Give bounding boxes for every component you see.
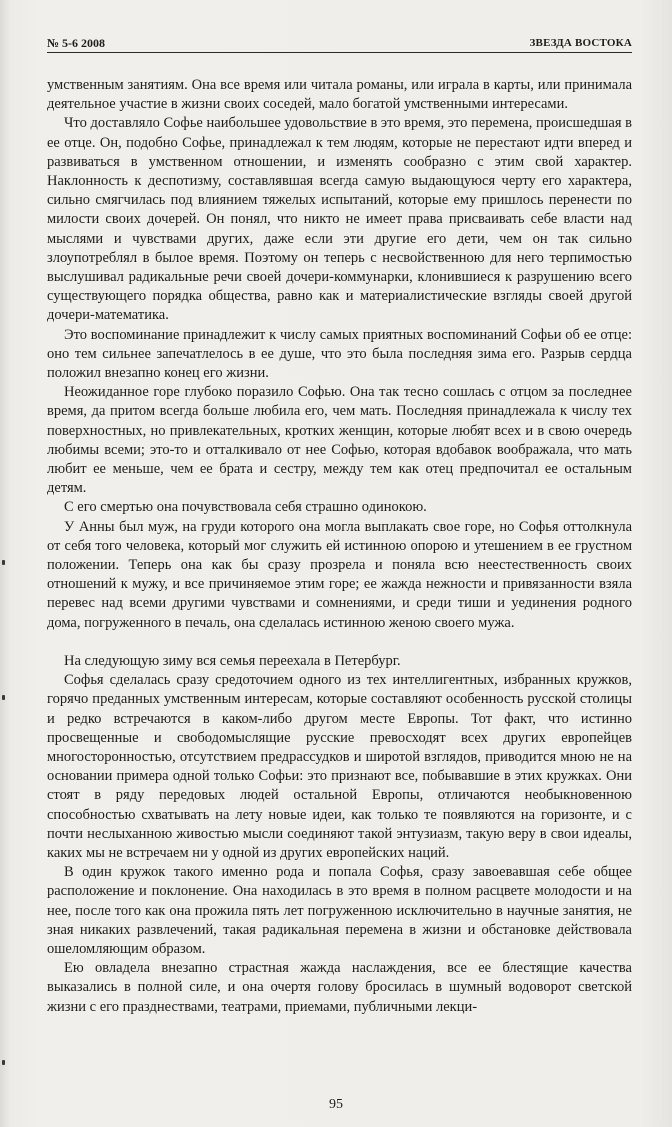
paragraph: У Анны был муж, на груди которого она могла выплакать свое горе, но Софья оттолкнула от себя того человека, который мог служить ей истинною опорою и утешением в ее грустном положении. Теперь она как бы сразу прозрела и поняла всю неестественность своих отношений к мужу, и все причиняемое этим горе; ее жажда нежности и привязанности взяла перевес над всеми другими чувствами и сомнениями, и среди тиши и уединения родного дома, погруженного в печаль, она сделалась истинною женою своего мужа. [47, 518, 632, 631]
scan-speck [2, 560, 5, 565]
article-body [47, 76, 632, 1017]
issue-number: № 5-6 2008 [47, 36, 106, 50]
scan-speck [2, 695, 5, 700]
paragraph: В один кружок такого именно рода и попала Софья, сразу завоевавшая себе общее расположение и поклонение. Она находилась в это время в полном расцвете молодости и на нее, после того как она прожила пять лет погруженною исключительно в научные занятия, не зная никаких развлечений, такая радикальная перемена в жизни и обстановке действовала ошеломляющим образом. [47, 864, 632, 957]
journal-title: ЗВЕЗДА ВОСТОКА [529, 37, 632, 49]
scan-speck [2, 1060, 5, 1065]
page-number: 95 [329, 1097, 343, 1112]
paragraph: Ею овладела внезапно страстная жажда наслаждения, все ее блестящие качества выказались в полной силе, и она очертя голову бросилась в шумный водоворот светской жизни с его празднествами, театрами, приемами, публичными лекци- [47, 960, 632, 1015]
paragraph: С его смертью она почувствовала себя страшно одинокою. [64, 499, 427, 516]
paragraph: Это воспоминание принадлежит к числу самых приятных воспоминаний Софьи об ее отце: оно тем сильнее запечатлелось в ее душе, что это была последняя зима его. Разрыв сердца положил внезапно конец его жизни. [47, 326, 632, 382]
paragraph: Что доставляло Софье наибольшее удовольствие в это время, это перемена, происшедшая в ее отце. Он, подобно Софье, принадлежал к тем людям, которые не перестают идти вперед и развиваться в умственном отношении, и изменять сообразно с этим свой характер. Наклонность к деспотизму, составлявшая всегда самую выдающуюся черту его характера, сильно смягчилась под влиянием тяжелых испытаний, которые ему пришлось перенести по милости своих дочерей. Он понял, что никто не имеет права присваивать себе власти над мыслями и чувствами других, даже если эти другие его дети, чем он так сильно злоупотреблял в былое время. Поэтому он теперь с несвойственною для него терпимостью выслушивал радикальные речи своей дочери-коммунарки, клонившиеся к разрушению всего существующего порядка общества, равно как и материалистические взгляды своей другой дочери-математика. [47, 115, 632, 324]
paragraph: Софья сделалась сразу средоточием одного из тех интеллигентных, избранных кружков, горячо преданных умственным интересам, которые составляют особенность русской столицы и редко встречаются в каком-либо другом месте Европы. Тот факт, что истинно просвещенные и свободомыслящие русские превосходят всех других европейцев многосторонностью, отсутствием предрассудков и широтой взглядов, приводится мною не на основании примера одной только Софьи: это признают все, побывавшие в этих кружках. Они стоят в ряду передовых людей остальной Европы, отличаются необыкновенною способностью схватывать на лету новые идеи, как только те появляются на горизонте, и с почти неслыханною живостью мысли соединяют такой энтузиазм, такую веру в свои идеалы, каких мы не встречаем ни у одной из других европейских наций. [47, 672, 632, 861]
running-header [47, 36, 632, 53]
paragraph: умственным занятиям. Она все время или читала романы, или играла в карты, или принимала деятельное участие в жизни своих соседей, мало богатой умственными интересами. [47, 77, 632, 113]
paragraph: Неожиданное горе глубоко поразило Софью. Она так тесно сошлась с отцом за последнее время, да притом всегда больше любила его, чем мать. Последняя принадлежала к числу тех поверхностных, но привлекательных, кротких женщин, которые любят всех и в свою очередь любимы всеми; это-то и отталкивало от нее Софью, которая вдобавок воображала, что мать любит ее меньше, чем ее брата и сестру, между тем как отец предпочитал ее остальным детям. [47, 384, 632, 497]
paragraph: На следующую зиму вся семья переехала в Петербург. [64, 652, 401, 669]
